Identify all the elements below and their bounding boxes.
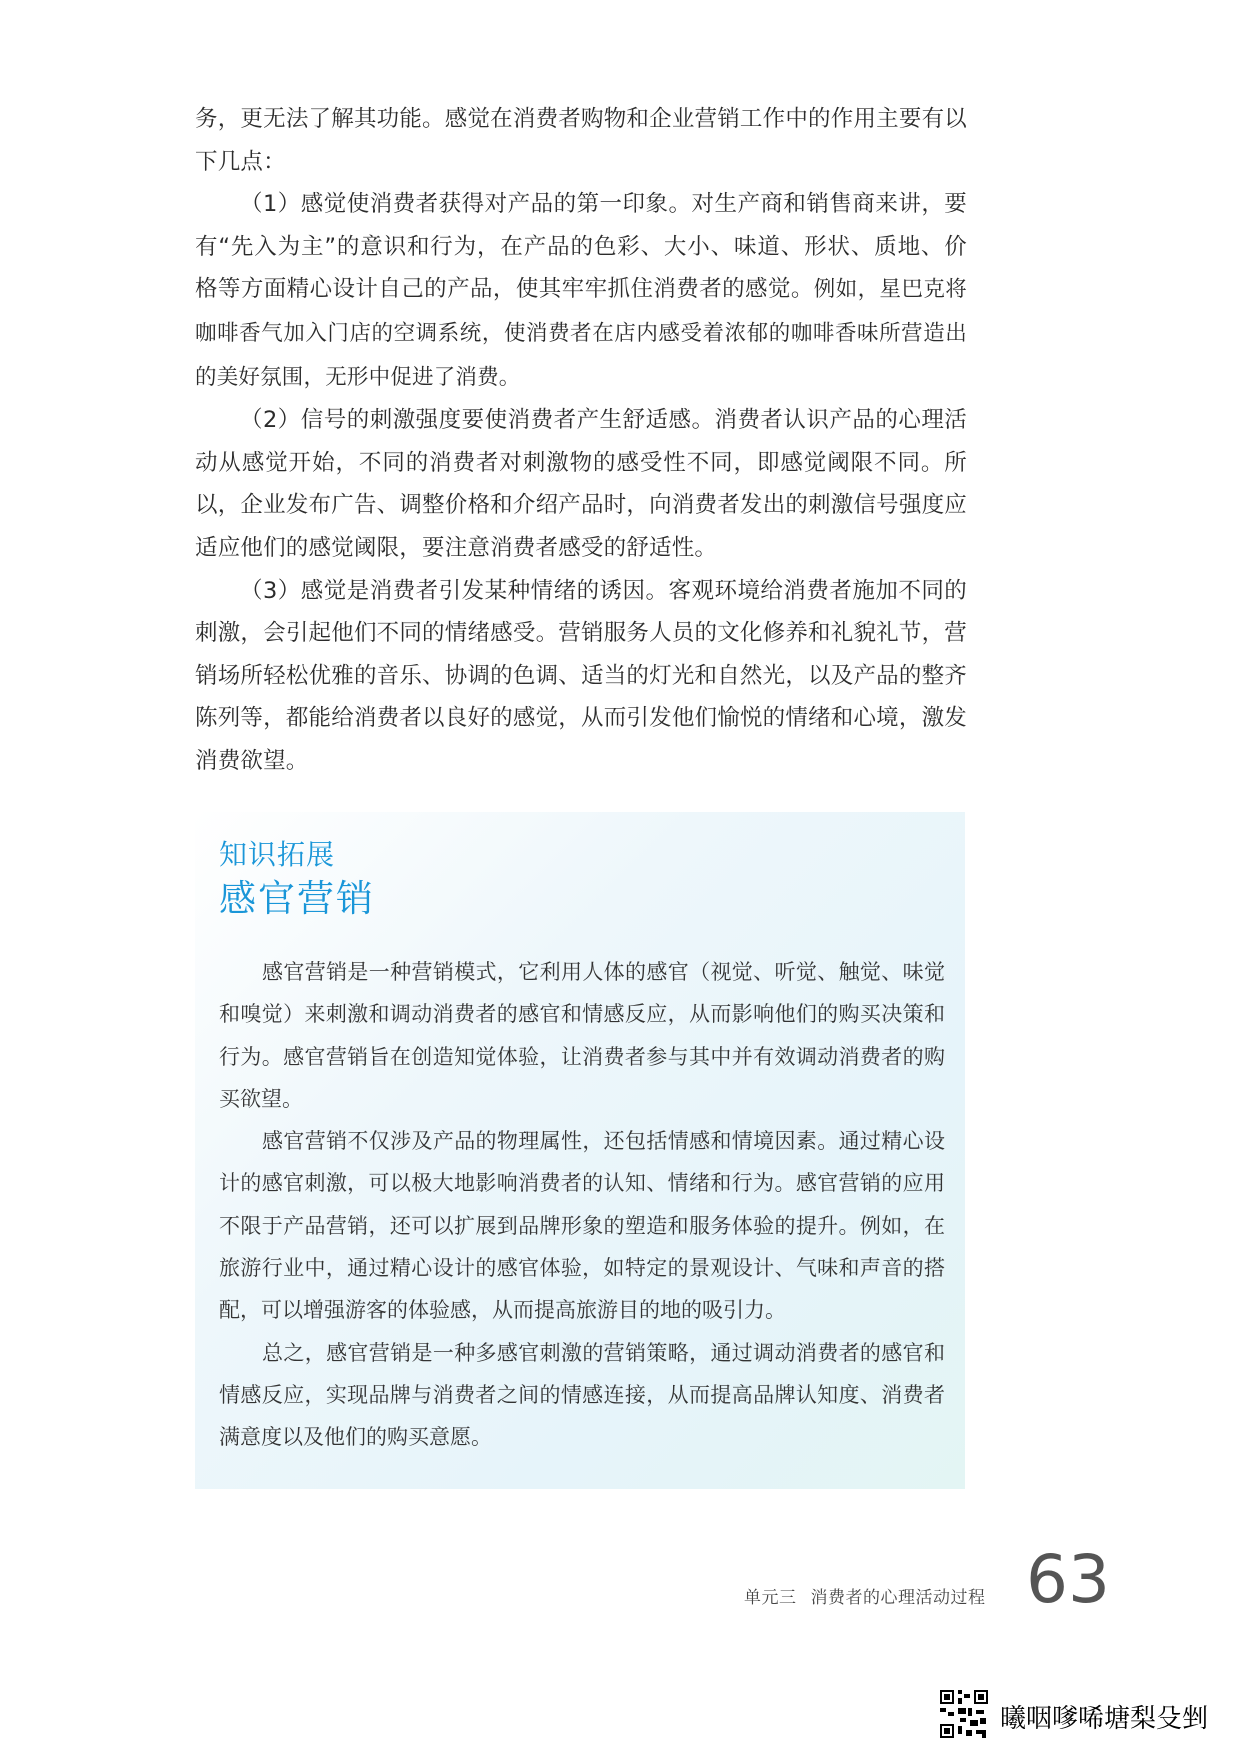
running-footer (744, 1583, 986, 1608)
sidebar-paragraph: 感官营销不仅涉及产品的物理属性，还包括情感和情境因素。通过精心设计的感官刺激，可以极大地影响消费者的认知、情绪和行为。感官营销的应用不限于产品营销，还可以扩展到品牌形象的塑造和服务体验的提升。例如，在旅游行业中，通过精心设计的感官体验，如特定的景观设计、气味和声音的搭配，可以增强游客的体验感，从而提高旅游目的地的吸引力。 (219, 1129, 945, 1323)
paragraph-text: （2）信号的刺激强度要使消费者产生舒适感。消费者认识产品的心理活动从感觉开始，不同的消费者对刺激物的感受性不同，即感觉阈限不同。所以，企业发布广告、调整价格和介绍产品时，向消费者发出的刺激信号强度应适应他们的感觉阈限，要注意消费者感受的舒适性。 (195, 407, 967, 561)
chapter-label: 消费者的心理活动过程 (810, 1588, 986, 1608)
paragraph-point-1 (195, 183, 967, 399)
paragraph-text: （3）感觉是消费者引发某种情绪的诱因。客观环境给消费者施加不同的刺激，会引起他们不同的情绪感受。营销服务人员的文化修养和礼貌礼节，营销场所轻松优雅的音乐、协调的色调、适当的灯光和自然光，以及产品的整齐陈列等，都能给消费者以良好的感觉，从而引发他们愉悦的情绪和心境，激发消费欲望。 (195, 577, 967, 774)
sidebar-kicker: 知识拓展 (219, 838, 336, 871)
paragraph-intro (195, 98, 967, 183)
knowledge-extension-box (195, 812, 965, 1489)
paragraph-point-3 (195, 570, 967, 783)
sidebar-title: 感官营销 (219, 877, 375, 920)
watermark-text: 曦咽嗲唏塘梨殳剉 (1000, 1704, 1209, 1734)
main-text (195, 98, 967, 783)
paragraph-text: 务，更无法了解其功能。感觉在消费者购物和企业营销工作中的作用主要有以下几点： (195, 106, 967, 175)
sidebar-header (219, 838, 375, 924)
sidebar-text (219, 951, 945, 1459)
paragraph-point-2 (195, 399, 967, 569)
qr-code-icon (938, 1688, 990, 1740)
sidebar-paragraph: 感官营销是一种营销模式，它利用人体的感官（视觉、听觉、触觉、味觉和嗅觉）来刺激和调动消费者的感官和情感反应，从而影响他们的购买决策和行为。感官营销旨在创造知觉体验，让消费者参与其中并有效调动消费者的购买欲望。 (219, 960, 945, 1111)
page-number: 63 (1026, 1541, 1110, 1618)
unit-label: 单元三 (744, 1588, 797, 1608)
example-text: 例如，星巴克将咖啡香气加入门店的空调系统，使消费者在店内感受着浓郁的咖啡香味所营造出的美好氛围，无形中促进了消费。 (195, 277, 968, 390)
sidebar-paragraph: 总之，感官营销是一种多感官刺激的营销策略，通过调动消费者的感官和情感反应，实现品牌与消费者之间的情感连接，从而提高品牌认知度、消费者满意度以及他们的购买意愿。 (219, 1340, 945, 1450)
paragraph-text: （1）感觉使消费者获得对产品的第一印象。对生产商和销售商来讲，要有“先入为主”的意识和行为，在产品的色彩、大小、味道、形状、质地、价格等方面精心设计自己的产品，使其牢牢抓住消费者的感觉。 (195, 191, 967, 303)
